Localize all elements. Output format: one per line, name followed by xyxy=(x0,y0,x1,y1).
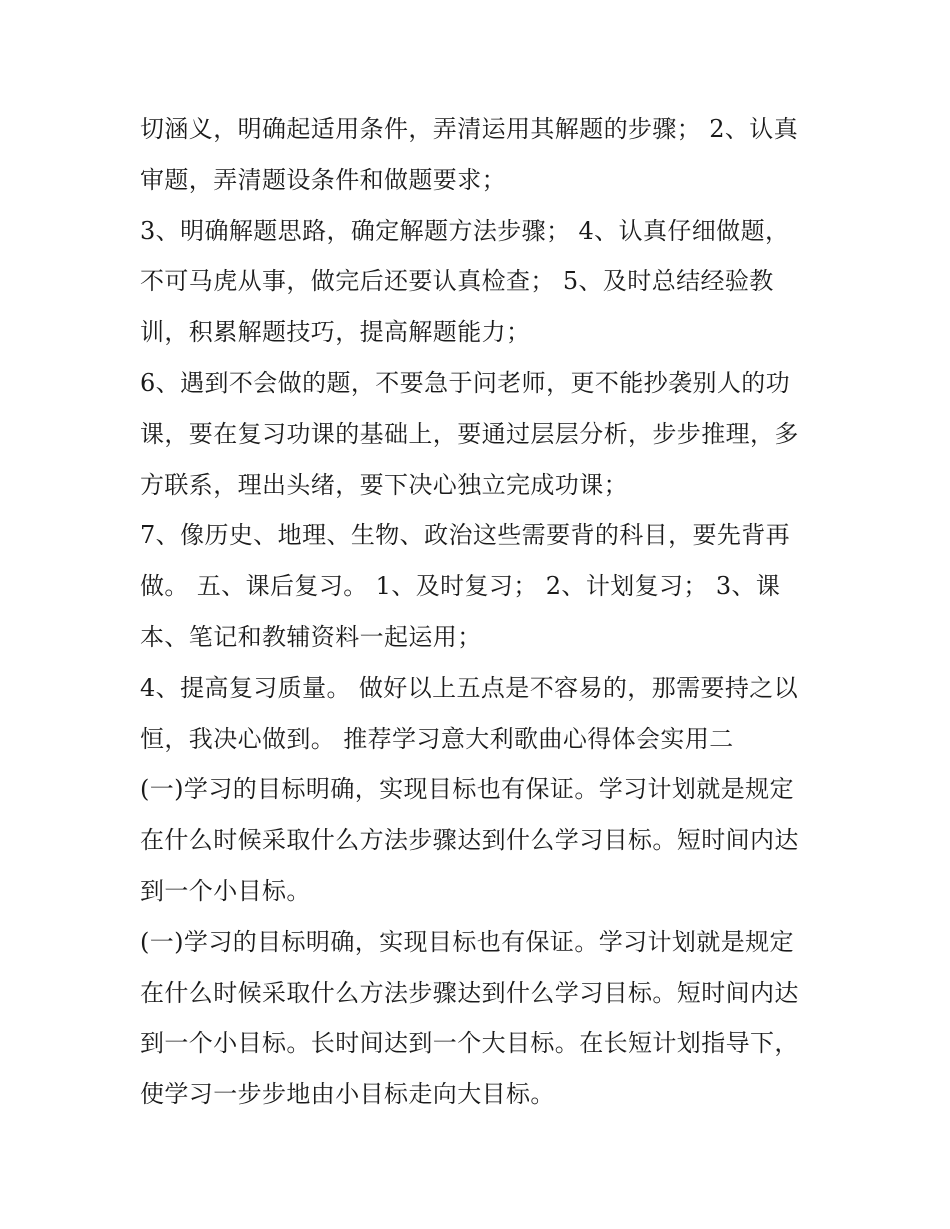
text-line: 不可马虎从事，做完后还要认真检查； 5、及时总结经验教 xyxy=(140,267,774,296)
text-line: 到一个小目标。 xyxy=(140,876,311,905)
text-line: (一)学习的目标明确，实现目标也有保证。学习计划就是规定 xyxy=(140,775,794,804)
text-line: 4、提高复习质量。 做好以上五点是不容易的，那需要持之以 xyxy=(140,673,799,702)
text-line: 在什么时候采取什么方法步骤达到什么学习目标。短时间内达 xyxy=(140,826,799,855)
text-line: 方联系，理出头绪，要下决心独立完成功课； xyxy=(140,470,628,499)
text-line: 使学习一步步地由小目标走向大目标。 xyxy=(140,1080,555,1109)
text-line: 7、像历史、地理、生物、政治这些需要背的科目，要先背再 xyxy=(140,521,791,550)
text-line: (一)学习的目标明确，实现目标也有保证。学习计划就是规定 xyxy=(140,927,794,956)
text-line: 做。 五、课后复习。 1、及时复习； 2、计划复习； 3、课 xyxy=(140,572,781,601)
text-line: 训，积累解题技巧，提高解题能力； xyxy=(140,318,531,347)
text-line: 审题，弄清题设条件和做题要求； xyxy=(140,165,506,194)
text-line: 6、遇到不会做的题，不要急于问老师，更不能抄袭别人的功 xyxy=(140,368,791,397)
text-line: 在什么时候采取什么方法步骤达到什么学习目标。短时间内达 xyxy=(140,978,799,1007)
text-line: 恒，我决心做到。 推荐学习意大利歌曲心得体会实用二 xyxy=(140,724,734,753)
text-line: 到一个小目标。长时间达到一个大目标。在长短计划指导下， xyxy=(140,1029,799,1058)
text-line: 本、笔记和教辅资料一起运用； xyxy=(140,622,482,651)
text-line: 3、明确解题思路，确定解题方法步骤； 4、认真仔细做题， xyxy=(140,216,790,245)
body-text xyxy=(140,104,820,1120)
text-line: 课，要在复习功课的基础上，要通过层层分析，步步推理，多 xyxy=(140,419,799,448)
text-line: 切涵义，明确起适用条件，弄清运用其解题的步骤； 2、认真 xyxy=(140,115,799,143)
